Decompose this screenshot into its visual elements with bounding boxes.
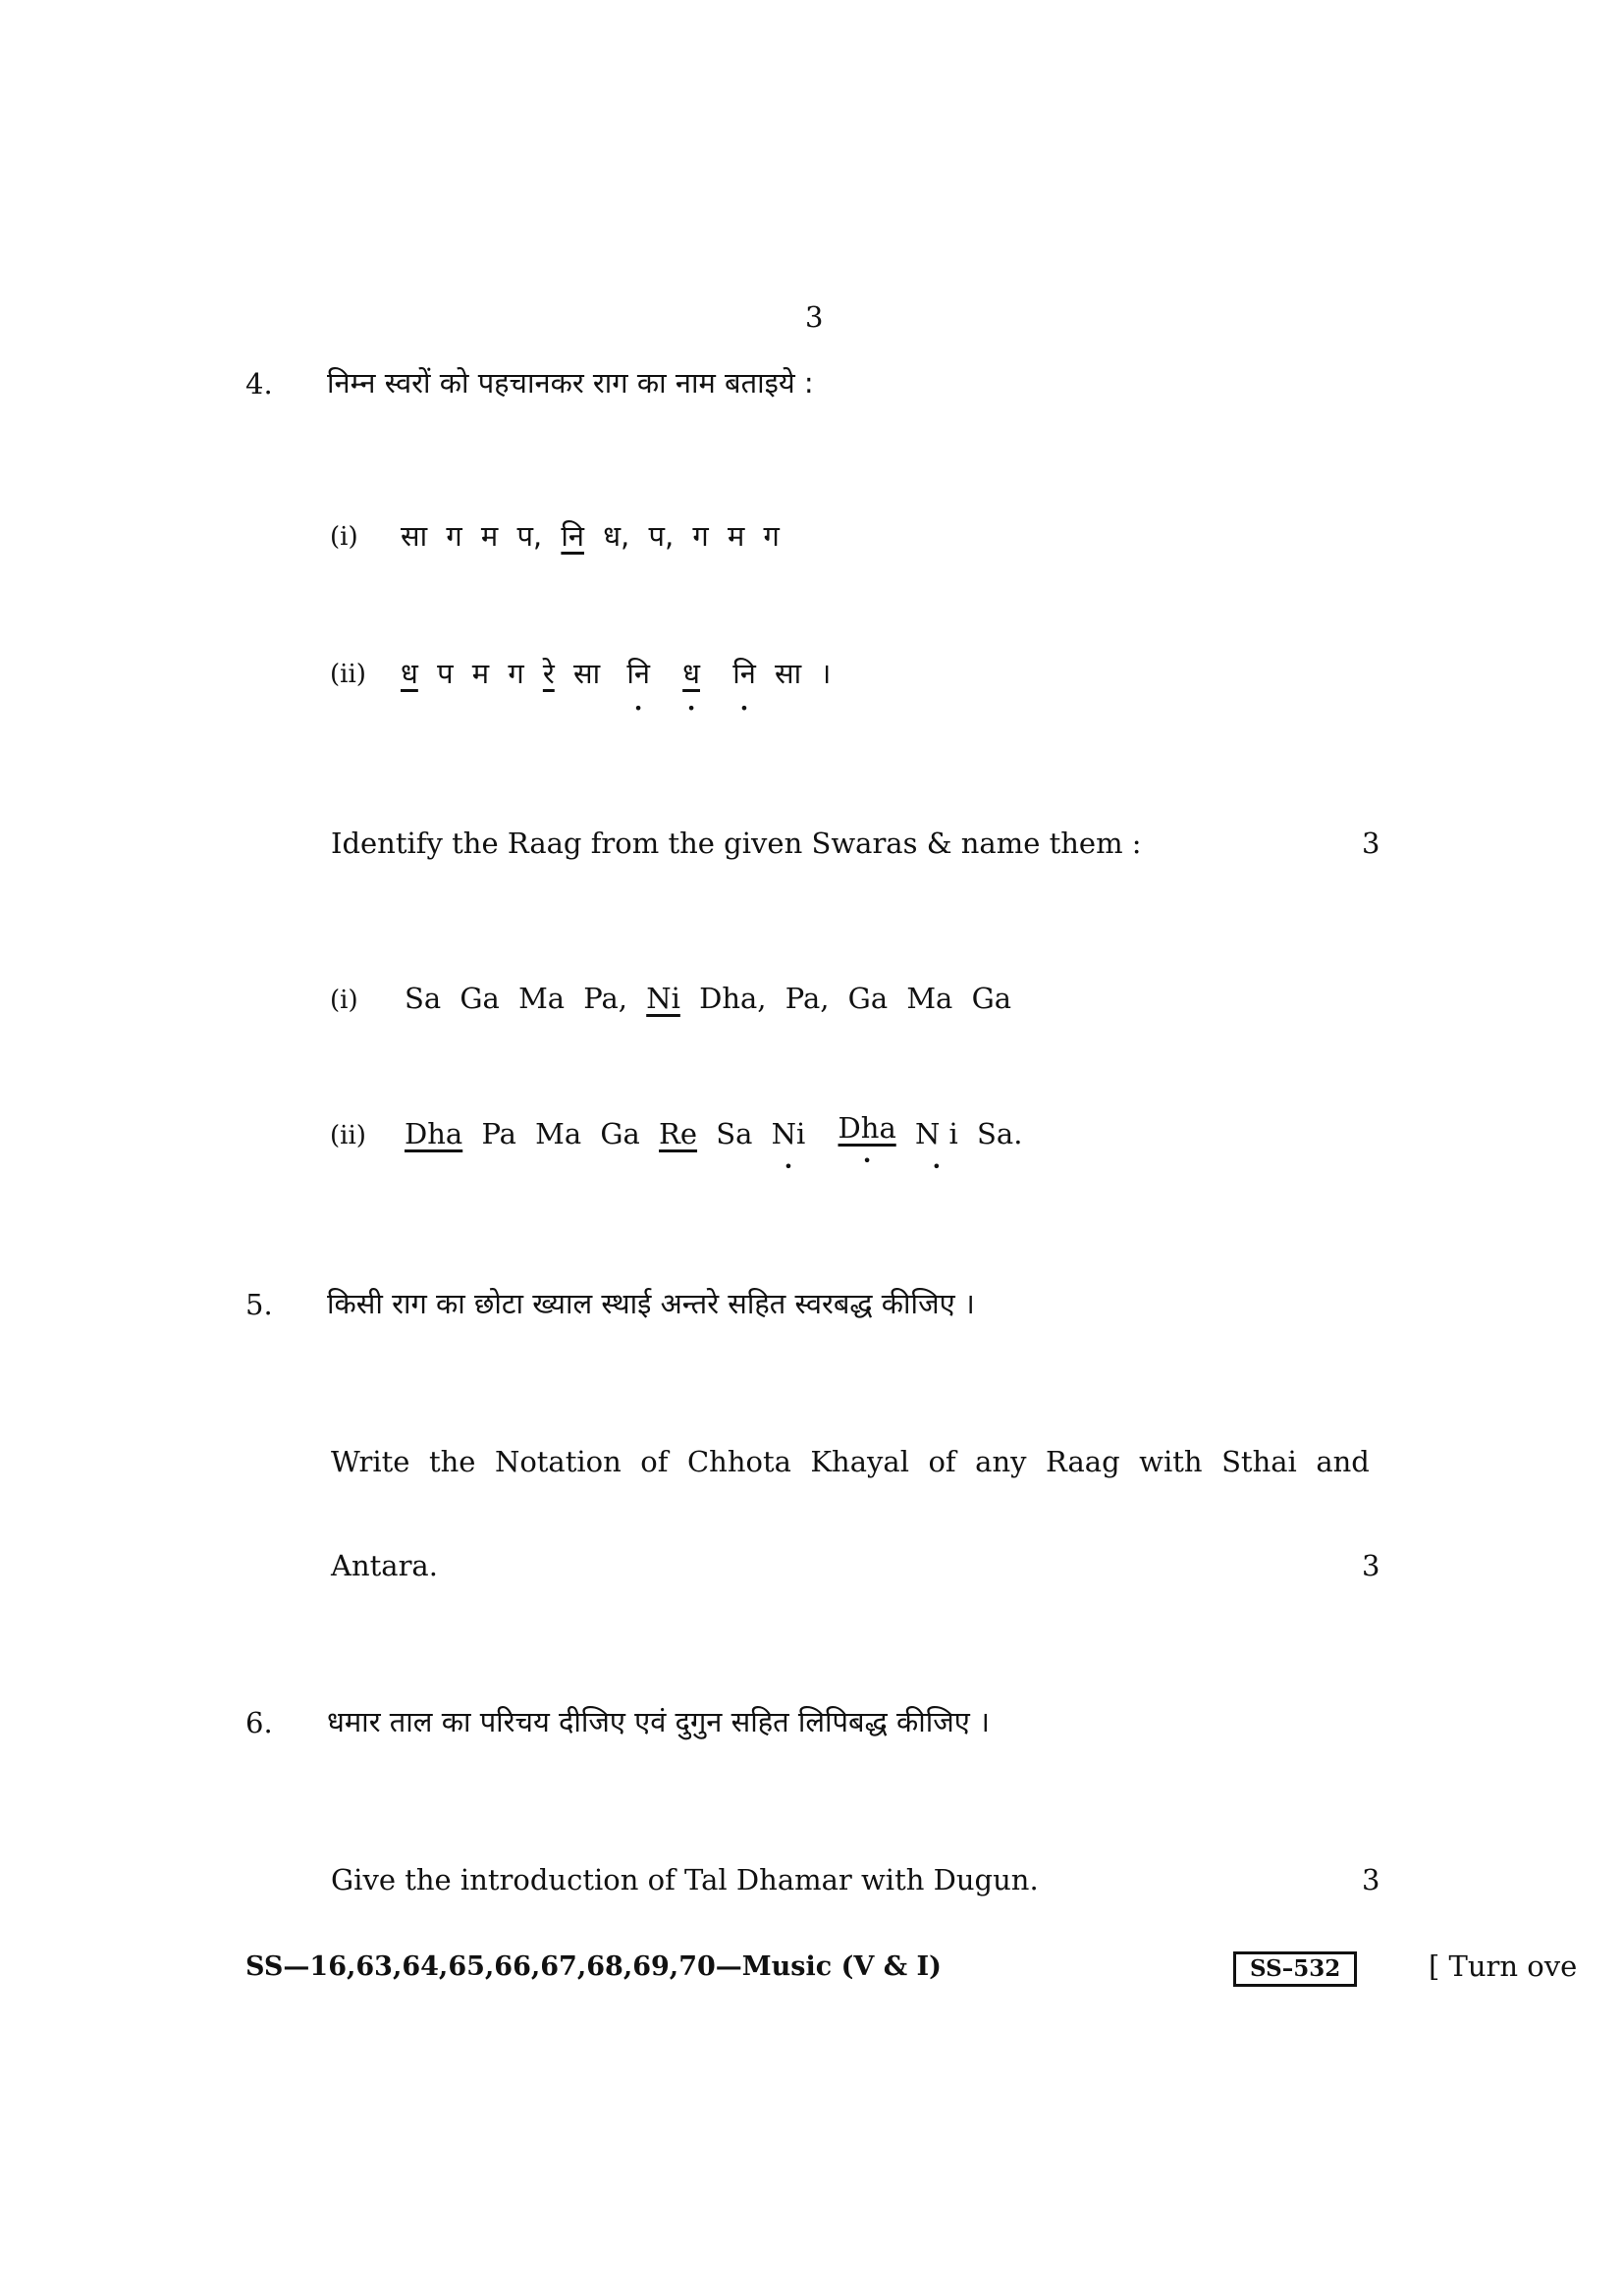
q4-hindi-item-i-label: (i) [330,522,358,552]
q4-hindi-item-ii-swaras [401,654,840,692]
swara-mandra: नि • [626,654,650,692]
footer-paper-code: SS—16,63,64,65,66,67,68,69,70—Music (V & I) [245,1951,942,1982]
swara: Sa [716,1117,753,1150]
question-5-number: 5. [245,1288,273,1321]
swara-mandra: Ni • [772,1117,806,1150]
swara-komal: नि [561,519,584,553]
swara: Ma [535,1117,582,1150]
word: Write [331,1445,410,1478]
swara: Ga [971,982,1012,1015]
question-4-english: Identify the Raag from the given Swaras & name them : [331,827,1142,860]
word: any [975,1445,1027,1478]
swara: प, [648,519,675,553]
footer-series-box: SS–532 [1233,1951,1357,1987]
word: with [1139,1445,1203,1478]
word: Khayal [810,1445,909,1478]
swara-komal: रे [542,657,555,690]
swara-mandra: नि • [732,654,756,692]
q4-hindi-item-i-swaras [401,516,789,555]
swara: ग [446,519,462,553]
question-6-hindi: धमार ताल का परिचय दीजिए एवं दुगुन सहित लिपिबद्ध कीजिए । [327,1705,991,1738]
question-6-number: 6. [245,1706,273,1739]
swara: म [471,657,490,690]
swara: Ga [600,1117,640,1150]
swara-komal: Dha [405,1117,463,1150]
q4-hindi-item-ii-label: (ii) [330,660,366,689]
swara: Pa [481,1117,516,1150]
question-4-marks: 3 [1362,827,1380,860]
swara: सा [401,519,428,553]
question-5-hindi: किसी राग का छोटा ख्याल स्थाई अन्तरे सहित स्वरबद्ध कीजिए । [327,1287,975,1320]
word: the [428,1445,476,1478]
q4-english-item-i-label: (i) [330,986,358,1015]
swara-mandra: N i • [915,1117,958,1150]
word: and [1316,1445,1370,1478]
word: Raag [1046,1445,1120,1478]
question-6-marks: 3 [1362,1863,1380,1896]
q4-english-item-i-swaras [405,982,1021,1015]
swara: Sa [405,982,442,1015]
swara: ध, [603,519,630,553]
swara: Ga [847,982,889,1015]
swara: Ma [518,982,566,1015]
q4-english-item-ii-swaras [405,1111,1032,1150]
word: Notation [494,1445,622,1478]
swara: ग [763,519,780,553]
page-number: 3 [805,300,824,334]
swara: सा [775,657,802,690]
danda: । [820,657,832,690]
swara: Dha, [699,982,767,1015]
q4-english-item-ii-label: (ii) [330,1121,366,1150]
swara-komal: Ni [646,982,680,1015]
swara-komal-mandra: Dha • [839,1111,896,1145]
word: Chhota [686,1445,791,1478]
question-5-english-line1 [331,1445,1370,1478]
swara: म [480,519,499,553]
word: Sthai [1221,1445,1297,1478]
word: of [928,1445,956,1478]
question-6-english: Give the introduction of Tal Dhamar with Dugun. [331,1863,1039,1896]
swara: Sa. [977,1117,1023,1150]
swara: प [437,657,454,690]
question-4-number: 4. [245,367,273,400]
word: of [640,1445,669,1478]
swara: Pa, [784,982,830,1015]
swara: सा [572,657,601,690]
swara-komal-mandra: ध • [682,654,700,692]
question-4-hindi: निम्न स्वरों को पहचानकर राग का नाम बताइये : [327,366,814,400]
swara: ग [508,657,524,690]
swara: Ma [906,982,953,1015]
swara-komal: Re [659,1117,698,1150]
question-5-marks: 3 [1362,1549,1380,1582]
question-5-english-line2: Antara. [331,1549,438,1582]
turn-over-note: [ Turn ove [1429,1949,1578,1983]
swara: म [727,519,745,553]
swara-komal: ध [401,657,418,690]
swara: Ga [460,982,500,1015]
swara: प, [516,519,543,553]
swara: ग [692,519,709,553]
swara: Pa, [583,982,627,1015]
